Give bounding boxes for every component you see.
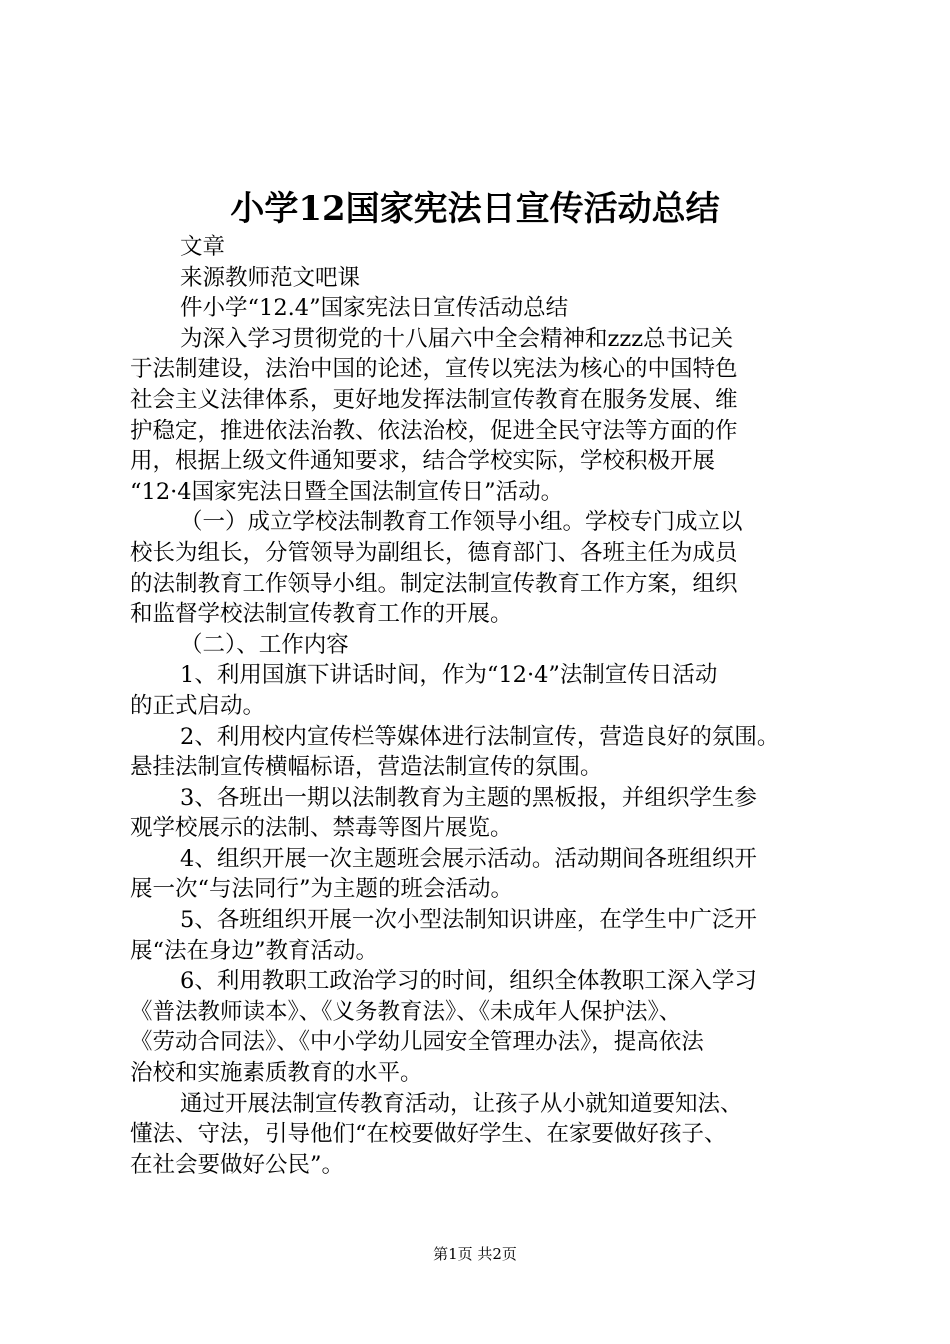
text-line: 来源教师范文吧课 [180, 264, 361, 291]
text-line: 件小学“12.4”国家宪法日宣传活动总结 [180, 295, 569, 322]
text-line: 通过开展法制宣传教育活动，让孩子从小就知道要知法、 [180, 1090, 743, 1117]
text-line: 1、利用国旗下讲话时间，作为“12·4”法制宣传日活动 [180, 662, 718, 689]
document-title: 小学12国家宪法日宣传活动总结 [230, 189, 720, 229]
text-line: 5、各班组织开展一次小型法制知识讲座，在学生中广泛开 [180, 907, 757, 934]
text-line: 社会主义法律体系，更好地发挥法制宣传教育在服务发展、维 [130, 386, 738, 413]
text-line: 和监督学校法制宣传教育工作的开展。 [130, 601, 513, 628]
text-line: 《普法教师读本》、《义务教育法》、《未成年人保护法》、 [130, 998, 682, 1025]
text-line: 在社会要做好公民”。 [130, 1151, 345, 1178]
text-line: 《劳动合同法》、《中小学幼儿园安全管理办法》，提高依法 [130, 1029, 704, 1056]
text-line: 4、组织开展一次主题班会展示活动。活动期间各班组织开 [180, 845, 757, 872]
text-line: 于法制建设，法治中国的论述，宣传以宪法为核心的中国特色 [130, 356, 738, 383]
text-line: （二）、工作内容 [180, 631, 349, 658]
text-line: 治校和实施素质教育的水平。 [130, 1060, 423, 1087]
text-line: 护稳定，推进依法治教、依法治校，促进全民守法等方面的作 [130, 417, 738, 444]
text-line: 2、利用校内宣传栏等媒体进行法制宣传，营造良好的氛围。 [180, 723, 780, 750]
text-line: 懂法、守法，引导他们“在校要做好学生、在家要做好孩子、 [130, 1121, 727, 1148]
text-line: 观学校展示的法制、禁毒等图片展览。 [130, 815, 513, 842]
text-line: 的法制教育工作领导小组。制定法制宣传教育工作方案，组织 [130, 570, 738, 597]
text-line: （一）成立学校法制教育工作领导小组。学校专门成立以 [180, 509, 743, 536]
text-line: 展一次“与法同行”为主题的班会活动。 [130, 876, 514, 903]
text-line: 校长为组长，分管领导为副组长，德育部门、各班主任为成员 [130, 539, 738, 566]
text-line: 展“法在身边”教育活动。 [130, 937, 379, 964]
document-body [130, 232, 840, 1180]
text-line: 文章 [180, 234, 226, 260]
text-line: 3、各班出一期以法制教育为主题的黑板报，并组织学生参 [180, 784, 757, 811]
page-footer: 第1页 共2页 [433, 1245, 517, 1263]
text-line: 为深入学习贯彻党的十八届六中全会精神和zzz总书记关 [180, 325, 734, 352]
text-line: 的正式启动。 [130, 692, 266, 719]
text-line: “12·4国家宪法日暨全国法制宣传日”活动。 [130, 478, 564, 505]
text-line: 悬挂法制宣传横幅标语，营造法制宣传的氛围。 [130, 754, 603, 781]
text-line: 用，根据上级文件通知要求，结合学校实际，学校积极开展 [130, 448, 716, 475]
text-line: 6、利用教职工政治学习的时间，组织全体教职工深入学习 [180, 968, 757, 995]
